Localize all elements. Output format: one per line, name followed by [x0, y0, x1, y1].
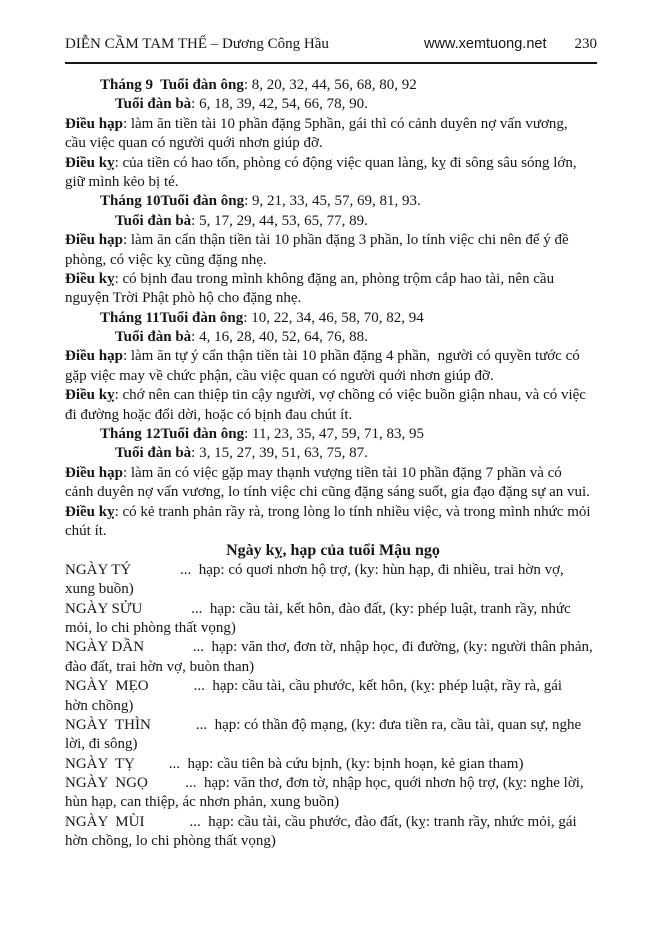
text-line: NGÀY TÝ ... hạp: có quơi nhơn hộ trợ, (ky: hùn hạp, đi nhiều, trai hờn vợ, — [65, 561, 564, 578]
text-line: mỏi, lo chi phòng thất vọng) — [65, 619, 236, 636]
text-line: cảnh duyên nợ vấn vương, lo tính việc chi cũng đặng sáng suốt, gia đạo đặng sự an vui. — [65, 484, 590, 501]
text-line: Điều kỵ: của tiền có hao tốn, phòng có động việc quan làng, kỵ đi sông sâu sóng lớn, — [65, 154, 577, 171]
text-line: NGÀY SỬU ... hạp: cầu tài, kết hôn, đào đất, (ky: phép luật, tranh rầy, nhức — [65, 600, 571, 617]
text-line: Tuổi đàn bà: 4, 16, 28, 40, 52, 64, 76, 88. — [115, 329, 368, 346]
text-line: Tuổi đàn bà: 5, 17, 29, 44, 53, 65, 77, 89. — [115, 212, 368, 229]
text-line: NGÀY DẦN ... hạp: văn thơ, đơn tờ, nhập học, đi đường, (ky: người thân phản, — [65, 639, 593, 656]
section-heading: Ngày kỵ, hạp của tuổi Mậu ngọ — [226, 542, 440, 560]
page-number: 230 — [574, 36, 597, 52]
text-line: lời, đi sông) — [65, 736, 138, 753]
text-line: đào đất, trai hờn vợ, buòn than) — [65, 658, 255, 675]
text-line: nguyện Trời Phật phò hộ cho đặng nhẹ. — [65, 290, 302, 307]
text-line: gặp việc may về chức phận, cầu việc quan có người quới nhơn giúp đỡ. — [65, 367, 494, 384]
text-line: cầu việc quan có người quới nhơn giúp đỡ. — [65, 135, 323, 152]
text-line: NGÀY MÙI ... hạp: cầu tài, cầu phước, đào đất, (kỵ: tranh rầy, nhức mỏi, gái — [65, 813, 577, 830]
text-line: chút ít. — [65, 522, 107, 539]
text-line: phòng, có việc kỵ cũng đặng nhẹ. — [65, 251, 267, 268]
text-line: xung buồn) — [65, 581, 134, 598]
header-rule — [65, 62, 597, 64]
text-line: hờn chồng) — [65, 697, 134, 714]
text-line: NGÀY TỴ ... hạp: cầu tiên bà cứu bịnh, (ky: bịnh hoạn, kẻ gian tham) — [65, 755, 524, 772]
text-line: Tháng 12Tuổi đàn ông: 11, 23, 35, 47, 59, 71, 83, 95 — [100, 426, 424, 443]
text-line: Điều hạp: làm ăn tự ý cẩn thận tiền tài 10 phần đặng 4 phần, người có quyền tước có — [65, 348, 580, 365]
text-line: Tuổi đàn bà: 6, 18, 39, 42, 54, 66, 78, 90. — [115, 96, 368, 113]
book-title: DIỄN CẦM TAM THẾ – Dương Công Hầu — [65, 36, 329, 52]
text-line: Điều hạp: làm ăn có việc gặp may thạnh vượng tiền tài 10 phần đặng 7 phần và có — [65, 464, 562, 481]
text-line: Điều hạp: làm ăn cẩn thận tiền tài 10 phần đặng 3 phần, lo tính việc chi nên để ý đề — [65, 232, 569, 249]
text-line: đi đường hoặc đổi dời, hoặc có bịnh đau chút ít. — [65, 406, 353, 423]
text-line: Tuổi đàn bà: 3, 15, 27, 39, 51, 63, 75, 87. — [115, 445, 368, 462]
text-line: hùn hạp, can thiệp, ác nhơn phản, xung buồn) — [65, 794, 340, 811]
text-line: Điều hạp: làm ăn tiền tài 10 phần đặng 5phần, gái thì có cảnh duyên nợ vấn vương, — [65, 115, 568, 132]
page-header — [65, 36, 597, 53]
text-line: hờn chồng, lo chi phòng thất vọng) — [65, 833, 276, 850]
text-line: Tháng 10Tuổi đàn ông: 9, 21, 33, 45, 57, 69, 81, 93. — [100, 193, 421, 210]
text-line: Tháng 9 Tuổi đàn ông: 8, 20, 32, 44, 56, 68, 80, 92 — [100, 77, 417, 93]
page-body — [65, 76, 601, 852]
text-line: Điều kỵ: chớ nên can thiệp tin cậy người, vợ chồng có việc buồn giận nhau, và có việc — [65, 387, 586, 404]
text-line: NGÀY NGỌ ... hạp: văn thơ, đơn tờ, nhập học, quới nhơn hộ trợ, (kỵ: nghe lời, — [65, 775, 584, 792]
text-line: Điều kỵ: có kẻ tranh phản rầy rà, trong lòng lo tính nhiều việc, và trong mình nhức mỏi — [65, 503, 591, 520]
text-line: giữ mình kẻo bị té. — [65, 173, 179, 190]
text-line: NGÀY THÌN ... hạp: có thần độ mạng, (ky: đưa tiền ra, cầu tài, quan sự, nghe — [65, 716, 582, 733]
text-line: Tháng 11Tuổi đàn ông: 10, 22, 34, 46, 58, 70, 82, 94 — [100, 309, 424, 326]
site-url: www.xemtuong.net — [423, 36, 547, 52]
text-line: NGÀY MẸO ... hạp: cầu tài, cầu phước, kết hôn, (kỵ: phép luật, rầy rà, gái — [65, 678, 563, 695]
text-line: Điều kỵ: có bịnh đau trong mình không đặng an, phòng trộm cắp hao tài, nên cầu — [65, 270, 555, 287]
